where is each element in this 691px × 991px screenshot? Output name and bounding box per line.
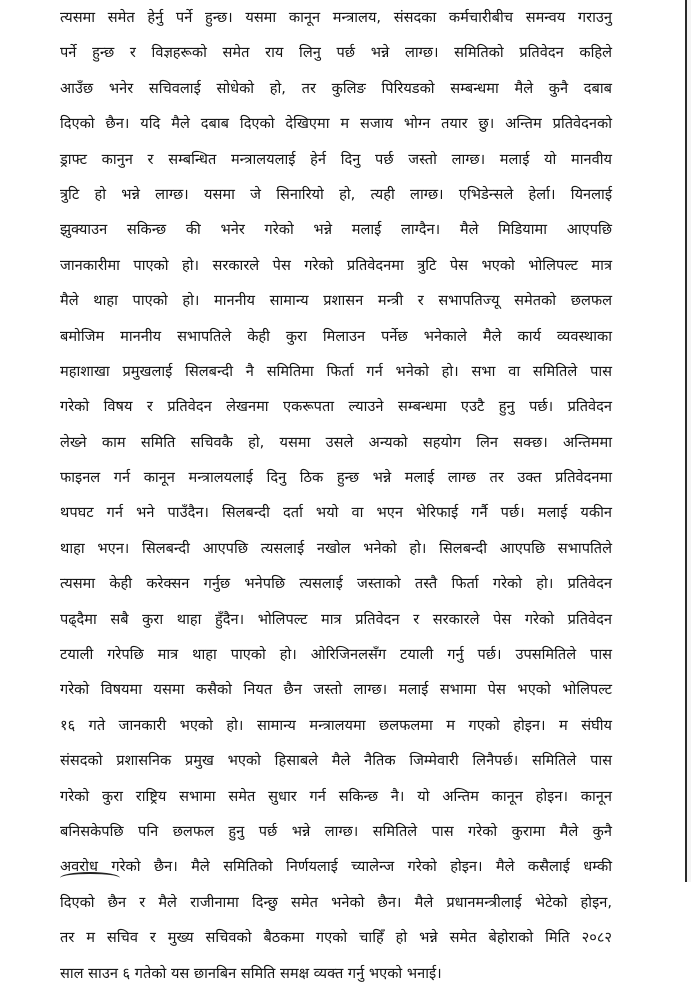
text-line-25: अवरोध गरेको छैन। मैले समितिको निर्णयलाई च्यालेन्ज गरेको होइन। मैले कसैलाई धम्की [60,858,612,876]
scan-edge-shadow [687,0,691,882]
text-line-09: मैले थाहा पाएको हो। माननीय सामान्य प्रशासन मन्त्री र सभापतिज्यू समेतको छलफल [60,292,612,310]
text-line-28: साल साउन ६ गतेको यस छानबिन समिति समक्ष व्यक्त गर्नु भएको भनाई। [60,964,442,982]
document-body-text [60,0,612,991]
text-line-24: बनिसकेपछि पनि छलफल हुनु पर्छ भन्ने लाग्छ। समितिले पास गरेको कुरामा मैले कुनै [60,822,612,840]
text-line-14: फाइनल गर्न कानून मन्त्रालयलाई दिनु ठिक हुन्छ भन्ने मलाई लाग्छ तर उक्त प्रतिवेदनमा [60,469,612,487]
text-line-11: महाशाखा प्रमुखलाई सिलबन्दी नै समितिमा फिर्ता गर्न भनेको हो। सभा वा समितिले पास [60,362,612,380]
text-line-26: दिएको छैन र मैले राजीनामा दिन्छु समेत भनेको छैन। मैले प्रधानमन्त्रीलाई भेटेको होइन, [60,893,612,911]
text-line-02: पर्ने हुन्छ र विज्ञहरूको समेत राय लिनु पर्छ भन्ने लाग्छ। समितिको प्रतिवेदन कहिले [60,44,612,62]
text-line-22: संसदको प्रशासनिक प्रमुख भएको हिसाबले मैले नैतिक जिम्मेवारी लिनैपर्छ। समितिले पास [60,752,612,770]
text-line-27: तर म सचिव र मुख्य सचिवको बैठकमा गएको चाहिँ हो भन्ने समेत बेहोराको मिति २०८२ [60,929,612,947]
cut-off-next-line-stroke [60,872,120,884]
text-line-06: त्रुटि हो भन्ने लाग्छ। यसमा जे सिनारियो हो, त्यही लाग्छ। एभिडेन्सले हेर्ला। यिनलाई [60,185,612,203]
text-line-16: थाहा भएन। सिलबन्दी आएपछि त्यसलाई नखोल भनेको हो। सिलबन्दी आएपछि सभापतिले [60,539,612,557]
text-line-18: पढ्दैमा सबै कुरा थाहा हुँदैन। भोलिपल्ट मात्र प्रतिवेदन र सरकारले पेस गरेको प्रतिवेदन [60,610,612,628]
text-line-04: दिएको छैन। यदि मैले दबाब दिएको देखिएमा म सजाय भोग्न तयार छु। अन्तिम प्रतिवेदनको [60,115,612,133]
text-line-20: गरेको विषयमा यसमा कसैको नियत छैन जस्तो लाग्छ। मलाई सभामा पेस भएको भोलिपल्ट [60,681,612,699]
text-line-12: गरेको विषय र प्रतिवेदन लेखनमा एकरूपता ल्याउने सम्बन्धमा एउटै हुनु पर्छ। प्रतिवेदन [60,398,612,416]
text-line-19: टयाली गरेपछि मात्र थाहा पाएको हो। ओरिजिनलसँग टयाली गर्नु पर्छ। उपसमितिले पास [60,646,612,664]
text-line-08: जानकारीमा पाएको हो। सरकारले पेस गरेको प्रतिवेदनमा त्रुटि पेस भएको भोलिपल्ट मात्र [60,256,612,274]
text-line-21: १६ गते जानकारी भएको हो। सामान्य मन्त्रालयमा छलफलमा म गएको होइन। म संघीय [60,716,612,734]
text-line-17: त्यसमा केही करेक्सन गर्नुछ भनेपछि त्यसलाई जस्ताको तस्तै फिर्ता गरेको हो। प्रतिवेदन [60,575,612,593]
text-line-07: झुक्याउन सकिन्छ की भनेर गरेको भन्ने मलाई लाग्दैन। मैले मिडियामा आएपछि [60,221,612,239]
text-line-15: थपघट गर्न भने पाउँदैन। सिलबन्दी दर्ता भयो वा भएन भेरिफाई गर्नै पर्छ। मलाई यकीन [60,504,612,522]
scan-edge-line [685,0,687,882]
text-line-03: आउँछ भनेर सचिवलाई सोधेको हो, तर कुलिङ पिरियडको सम्बन्धमा मैले कुनै दबाब [60,79,612,97]
text-line-01: त्यसमा समेत हेर्नु पर्ने हुन्छ। यसमा कानून मन्त्रालय, संसदका कर्मचारीबीच समन्वय गराउनु [60,9,612,26]
text-line-10: बमोजिम माननीय सभापतिले केही कुरा मिलाउन पर्नेछ भनेकाले मैले कार्य व्यवस्थाका [60,327,612,345]
text-line-13: लेख्ने काम समिति सचिवकै हो, यसमा उसले अन्यको सहयोग लिन सक्छ। अन्तिममा [60,433,612,451]
text-line-05: ड्राफ्ट कानुन र सम्बन्धित मन्त्रालयलाई हेर्न दिनु पर्छ जस्तो लाग्छ। मलाई यो मानवीय [60,150,612,168]
text-line-23: गरेको कुरा राष्ट्रिय सभामा समेत सुधार गर्न सकिन्छ नै। यो अन्तिम कानून होइन। कानून [60,787,612,805]
